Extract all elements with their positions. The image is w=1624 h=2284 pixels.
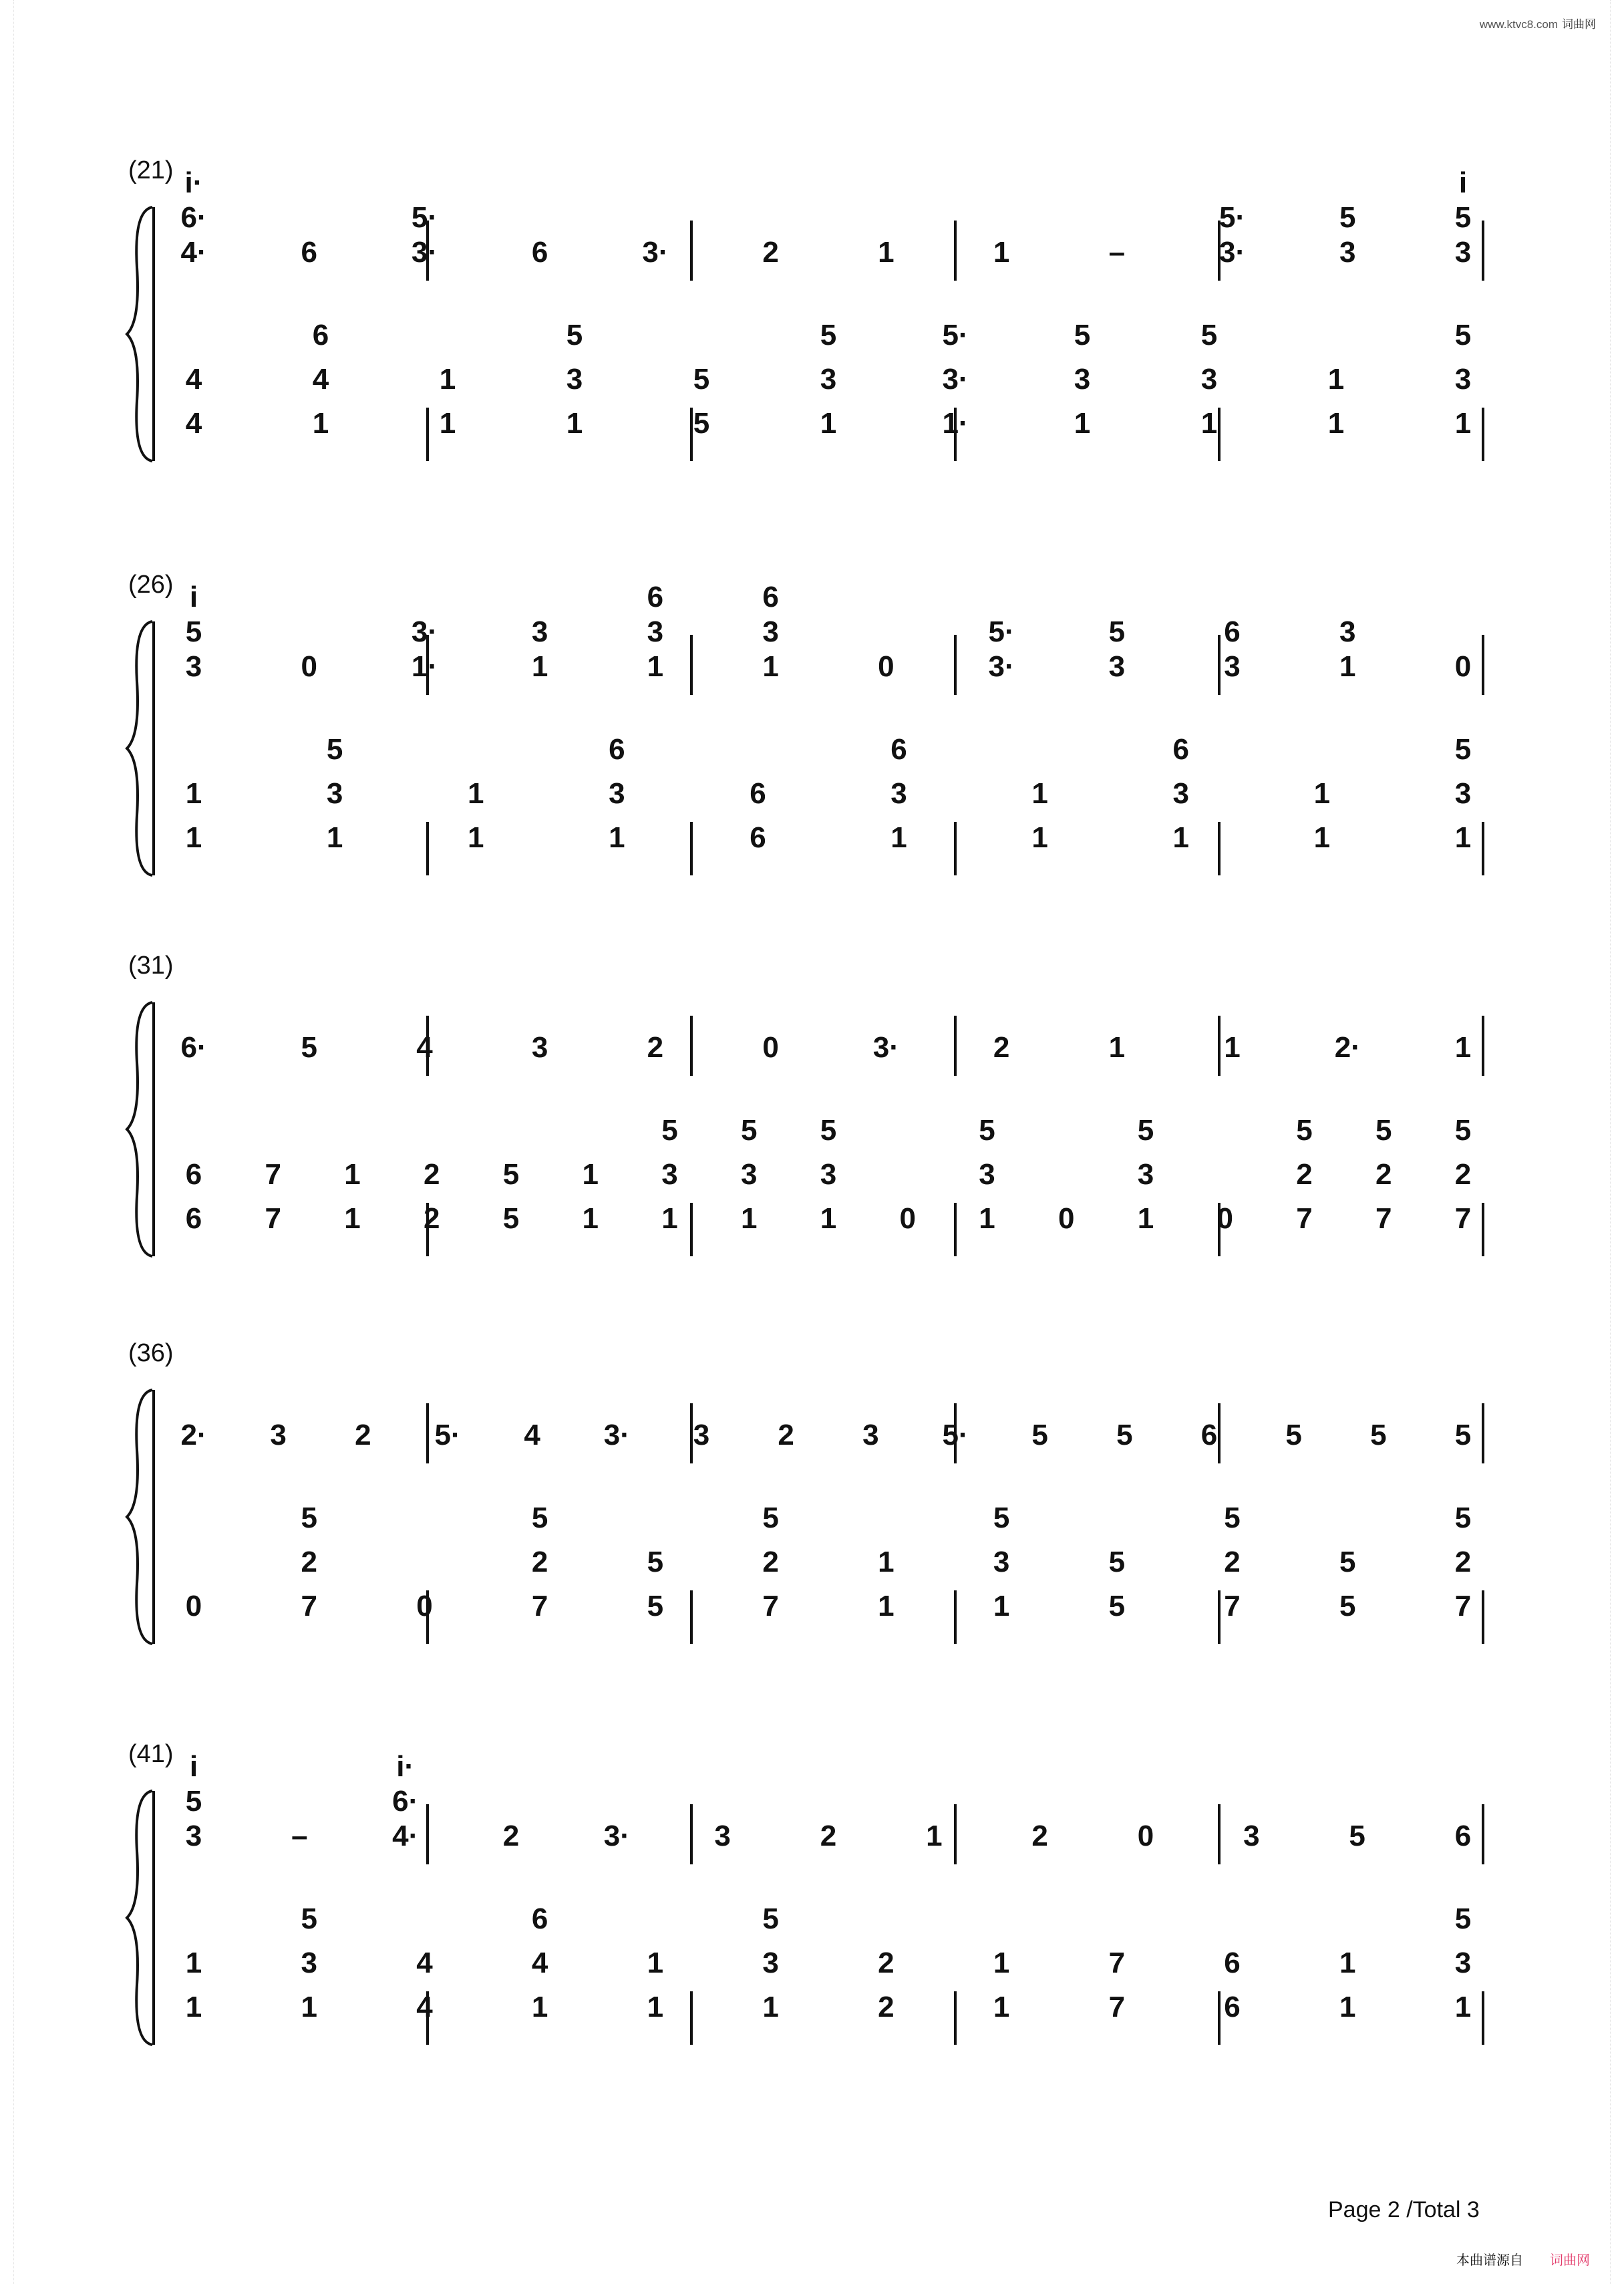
lower-note: 1 [1074, 407, 1091, 440]
measure-number: (26) [128, 571, 174, 599]
lower-note: 3 [301, 1947, 317, 1979]
lower-note: 0 [899, 1202, 916, 1235]
lower-note: 4 [416, 1947, 433, 1979]
lower-note: 5 [502, 1158, 520, 1191]
source-site: 词曲网 [1550, 2253, 1590, 2268]
lower-note: 1 [439, 407, 456, 440]
upper-note: 0 [301, 650, 317, 683]
upper-note: 3 [531, 615, 548, 648]
lower-note: 3 [1454, 777, 1472, 810]
lower-note: 2 [878, 1991, 895, 2023]
lower-note: 4 [185, 407, 202, 440]
upper-note: 6 [301, 236, 317, 269]
upper-note: 3 [185, 650, 202, 683]
upper-note: 5 [1116, 1419, 1133, 1451]
lower-note: 6 [890, 733, 907, 766]
lower-note: 7 [1454, 1202, 1472, 1235]
lower-note: 3 [1454, 1947, 1472, 1979]
upper-note: 4· [180, 236, 207, 269]
lower-note: 3 [1137, 1158, 1154, 1191]
lower-note: 6 [185, 1158, 202, 1191]
lower-note: 7 [301, 1590, 317, 1622]
lower-note: 3 [890, 777, 907, 810]
lower-note: 1 [467, 821, 484, 854]
lower-note: 1 [993, 1991, 1010, 2023]
lower-note: 0 [1058, 1202, 1075, 1235]
upper-note: 3· [603, 1820, 630, 1852]
lower-note: 5 [661, 1114, 678, 1147]
lower-note: 1 [820, 407, 837, 440]
lower-note: 5 [1454, 1502, 1472, 1534]
lower-note: 7 [1108, 1991, 1126, 2023]
upper-note: 5· [1219, 201, 1246, 234]
lower-note: 3 [1074, 363, 1091, 396]
grand-staff-brace [127, 621, 152, 875]
lower-note: 1 [878, 1590, 895, 1622]
upper-note: 3 [862, 1419, 879, 1451]
lower-note: 1 [566, 407, 583, 440]
upper-note: 1 [1454, 1031, 1472, 1064]
grand-staff-brace [127, 1791, 152, 2045]
lower-note: 5 [979, 1114, 995, 1147]
lower-note: 0 [185, 1590, 202, 1622]
upper-note: 3 [270, 1419, 287, 1451]
lower-note: 4 [416, 1991, 433, 2023]
upper-note: 1 [1339, 650, 1356, 683]
lower-note: 1 [609, 821, 625, 854]
lower-note: 5 [1108, 1590, 1126, 1622]
upper-note: 0 [1454, 650, 1472, 683]
upper-note: 3· [872, 1031, 899, 1064]
lower-note: 6 [1172, 733, 1189, 766]
lower-note: 5 [820, 1114, 837, 1147]
lower-note: 1 [993, 1947, 1010, 1979]
lower-note: 5 [531, 1502, 548, 1534]
upper-note: i [1458, 166, 1468, 199]
upper-note: 5 [1454, 1419, 1472, 1451]
upper-note: 6 [1200, 1419, 1218, 1451]
upper-note: 3 [647, 615, 664, 648]
lower-note: 5· [942, 319, 969, 351]
lower-note: 4 [531, 1947, 548, 1979]
upper-note: 3 [1339, 236, 1356, 269]
upper-note: 3 [531, 1031, 548, 1064]
lower-note: 6 [312, 319, 329, 351]
upper-note: 1 [647, 650, 664, 683]
upper-note: 2 [502, 1820, 520, 1852]
upper-note: – [1108, 236, 1126, 269]
lower-note: 5 [1108, 1546, 1126, 1578]
lower-note: 5 [1200, 319, 1218, 351]
lower-note: 3 [661, 1158, 678, 1191]
lower-note: 0 [1216, 1202, 1233, 1235]
site-brand: 词曲网 [1562, 18, 1596, 31]
upper-note: i· [396, 1750, 415, 1783]
lower-note: 5 [762, 1502, 779, 1534]
lower-note: 1 [1031, 777, 1048, 810]
upper-note: 3 [762, 615, 779, 648]
site-url: www.ktvc8.com [1479, 18, 1558, 31]
upper-note: 3 [693, 1419, 710, 1451]
lower-note: 7 [531, 1590, 548, 1622]
lower-note: 1 [185, 777, 202, 810]
upper-note: 5 [1108, 615, 1126, 648]
upper-note: 5 [185, 1785, 202, 1818]
lower-note: 1 [582, 1202, 599, 1235]
upper-note: 1 [1224, 1031, 1241, 1064]
score-system [0, 568, 1624, 915]
upper-note: 2 [993, 1031, 1010, 1064]
staff-lines [0, 154, 1624, 501]
upper-note: 5· [434, 1419, 461, 1451]
grand-staff-brace [127, 207, 152, 461]
upper-note: 6· [180, 201, 207, 234]
lower-note: 6 [609, 733, 625, 766]
upper-note: 5 [185, 615, 202, 648]
lower-note: 5 [693, 363, 710, 396]
upper-note: 3· [988, 650, 1015, 683]
lower-note: 1 [344, 1202, 361, 1235]
lower-note: 5 [1074, 319, 1091, 351]
lower-note: 5 [762, 1902, 779, 1935]
source-footer [1456, 2249, 1590, 2269]
lower-note: 7 [1296, 1202, 1313, 1235]
upper-note: 4· [392, 1820, 419, 1852]
lower-note: 1 [582, 1158, 599, 1191]
upper-note: i· [184, 166, 203, 199]
lower-note: 5 [1339, 1590, 1356, 1622]
upper-note: 2 [355, 1419, 371, 1451]
lower-note: 3 [993, 1546, 1010, 1578]
lower-note: 1 [1327, 363, 1345, 396]
upper-note: 6 [762, 581, 779, 613]
lower-note: 1 [185, 1991, 202, 2023]
upper-note: 1 [531, 650, 548, 683]
lower-note: 5 [1296, 1114, 1313, 1147]
site-watermark [1480, 15, 1596, 31]
lower-note: 7 [762, 1590, 779, 1622]
page-number: Page 2 /Total 3 [1328, 2197, 1480, 2223]
lower-note: 5 [1339, 1546, 1356, 1578]
lower-note: 1 [820, 1202, 837, 1235]
upper-note: 5 [1349, 1820, 1365, 1852]
lower-note: 5 [1454, 1902, 1472, 1935]
lower-note: 1 [344, 1158, 361, 1191]
upper-note: – [291, 1820, 308, 1852]
lower-note: 7 [1454, 1590, 1472, 1622]
lower-note: 1 [1172, 821, 1189, 854]
lower-note: 3 [820, 363, 837, 396]
upper-note: 4 [524, 1419, 540, 1451]
lower-note: 5 [1454, 319, 1472, 351]
upper-note: 5· [411, 201, 438, 234]
lower-note: 2 [424, 1202, 440, 1235]
score-system [0, 949, 1624, 1296]
upper-note: 6 [531, 236, 548, 269]
upper-note: 5 [301, 1031, 317, 1064]
lower-note: 5 [993, 1502, 1010, 1534]
lower-note: 5 [301, 1902, 317, 1935]
lower-note: 1 [467, 777, 484, 810]
lower-note: 5 [502, 1202, 520, 1235]
lower-note: 1 [762, 1991, 779, 2023]
score-system [0, 154, 1624, 501]
lower-note: 5 [647, 1546, 664, 1578]
lower-note: 2 [301, 1546, 317, 1578]
upper-note: 3· [603, 1419, 630, 1451]
grand-staff-brace [127, 1390, 152, 1644]
lower-note: 1 [1137, 1202, 1154, 1235]
upper-note: 2 [1031, 1820, 1048, 1852]
lower-note: 1 [741, 1202, 758, 1235]
lower-note: 1 [1454, 1991, 1472, 2023]
lower-note: 6 [531, 1902, 548, 1935]
upper-note: 6 [1454, 1820, 1472, 1852]
upper-note: 1 [926, 1820, 943, 1852]
upper-note: 5 [1339, 201, 1356, 234]
upper-note: 2 [820, 1820, 837, 1852]
lower-note: 5 [1137, 1114, 1154, 1147]
upper-note: 5 [1370, 1419, 1387, 1451]
lower-note: 2 [1454, 1546, 1472, 1578]
grand-staff-brace [127, 1002, 152, 1256]
lower-note: 3 [609, 777, 625, 810]
lower-note: 7 [265, 1158, 281, 1191]
lower-note: 2 [878, 1947, 895, 1979]
upper-note: 2· [1334, 1031, 1361, 1064]
lower-note: 5 [647, 1590, 664, 1622]
upper-note: 1 [993, 236, 1010, 269]
lower-note: 4 [185, 363, 202, 396]
lower-note: 2 [1296, 1158, 1313, 1191]
lower-note: 3 [326, 777, 343, 810]
lower-note: 1 [1454, 821, 1472, 854]
lower-note: 1 [1200, 407, 1218, 440]
lower-note: 3 [762, 1947, 779, 1979]
upper-note: 2 [778, 1419, 794, 1451]
upper-note: 4 [416, 1031, 433, 1064]
lower-note: 1 [312, 407, 329, 440]
lower-note: 5 [566, 319, 583, 351]
upper-note: i [189, 1750, 198, 1783]
lower-note: 4 [312, 363, 329, 396]
upper-note: 5· [942, 1419, 969, 1451]
lower-note: 2 [424, 1158, 440, 1191]
lower-note: 3 [1200, 363, 1218, 396]
upper-note: 3 [1454, 236, 1472, 269]
lower-note: 1 [1031, 821, 1048, 854]
lower-note: 1 [531, 1991, 548, 2023]
score-system [0, 1336, 1624, 1684]
upper-note: 3 [714, 1820, 731, 1852]
upper-note: 2· [180, 1419, 207, 1451]
upper-note: 6· [392, 1785, 419, 1818]
upper-note: 3 [185, 1820, 202, 1852]
lower-note: 3 [1172, 777, 1189, 810]
staff-lines [0, 568, 1624, 915]
lower-note: 6 [750, 777, 766, 810]
lower-note: 2 [1454, 1158, 1472, 1191]
lower-note: 1· [942, 407, 969, 440]
measure-number: (21) [128, 156, 174, 184]
measure-number: (31) [128, 952, 174, 980]
upper-note: 3· [642, 236, 669, 269]
lower-note: 5 [301, 1502, 317, 1534]
lower-note: 5 [1375, 1114, 1392, 1147]
lower-note: 6 [750, 821, 766, 854]
upper-note: 3 [1243, 1820, 1260, 1852]
upper-note: 6 [1224, 615, 1241, 648]
upper-note: 3· [1219, 236, 1246, 269]
upper-note: 1 [762, 650, 779, 683]
lower-note: 2 [531, 1546, 548, 1578]
lower-note: 1 [878, 1546, 895, 1578]
lower-note: 2 [762, 1546, 779, 1578]
lower-note: 1 [1339, 1947, 1356, 1979]
lower-note: 3 [1454, 363, 1472, 396]
upper-note: 3 [1224, 650, 1241, 683]
upper-note: 5 [1285, 1419, 1302, 1451]
lower-note: 6 [1224, 1947, 1241, 1979]
lower-note: 1 [1313, 777, 1331, 810]
lower-note: 1 [439, 363, 456, 396]
lower-note: 3· [942, 363, 969, 396]
upper-note: 6 [647, 581, 664, 613]
lower-note: 1 [890, 821, 907, 854]
upper-note: 3 [1108, 650, 1126, 683]
lower-note: 1 [979, 1202, 995, 1235]
lower-note: 5 [1224, 1502, 1241, 1534]
lower-note: 0 [416, 1590, 433, 1622]
lower-note: 5 [741, 1114, 758, 1147]
lower-note: 2 [1375, 1158, 1392, 1191]
lower-note: 7 [1108, 1947, 1126, 1979]
lower-note: 1 [1313, 821, 1331, 854]
lower-note: 6 [1224, 1991, 1241, 2023]
upper-note: 0 [878, 650, 895, 683]
upper-note: 5· [988, 615, 1015, 648]
upper-note: 0 [762, 1031, 779, 1064]
staff-lines [0, 1737, 1624, 2085]
upper-note: 1 [1108, 1031, 1126, 1064]
lower-note: 7 [1375, 1202, 1392, 1235]
lower-note: 5 [1454, 1114, 1472, 1147]
lower-note: 1 [647, 1991, 664, 2023]
lower-note: 6 [185, 1202, 202, 1235]
upper-note: 3· [411, 236, 438, 269]
lower-note: 1 [185, 1947, 202, 1979]
upper-note: 5 [1454, 201, 1472, 234]
upper-note: 2 [647, 1031, 664, 1064]
lower-note: 1 [661, 1202, 678, 1235]
lower-note: 5 [820, 319, 837, 351]
lower-note: 1 [993, 1590, 1010, 1622]
lower-note: 1 [1454, 407, 1472, 440]
lower-note: 5 [326, 733, 343, 766]
lower-note: 1 [1339, 1991, 1356, 2023]
lower-note: 2 [1224, 1546, 1241, 1578]
upper-note: i [189, 581, 198, 613]
upper-note: 6· [180, 1031, 207, 1064]
measure-number: (41) [128, 1740, 174, 1768]
lower-note: 1 [1327, 407, 1345, 440]
lower-note: 1 [185, 821, 202, 854]
upper-note: 0 [1137, 1820, 1154, 1852]
lower-note: 3 [566, 363, 583, 396]
lower-note: 7 [1224, 1590, 1241, 1622]
lower-note: 3 [979, 1158, 995, 1191]
lower-note: 7 [265, 1202, 281, 1235]
upper-note: 5 [1031, 1419, 1048, 1451]
lower-note: 1 [301, 1991, 317, 2023]
measure-number: (36) [128, 1339, 174, 1367]
lower-note: 1 [647, 1947, 664, 1979]
lower-note: 5 [693, 407, 710, 440]
staff-lines [0, 1336, 1624, 1684]
lower-note: 5 [1454, 733, 1472, 766]
upper-note: 1· [411, 650, 438, 683]
score-system [0, 1737, 1624, 2085]
source-label: 本曲谱源自 [1456, 2253, 1523, 2268]
lower-note: 3 [820, 1158, 837, 1191]
lower-note: 3 [741, 1158, 758, 1191]
upper-note: 3· [411, 615, 438, 648]
upper-note: 3 [1339, 615, 1356, 648]
upper-note: 1 [878, 236, 895, 269]
lower-note: 1 [326, 821, 343, 854]
upper-note: 2 [762, 236, 779, 269]
